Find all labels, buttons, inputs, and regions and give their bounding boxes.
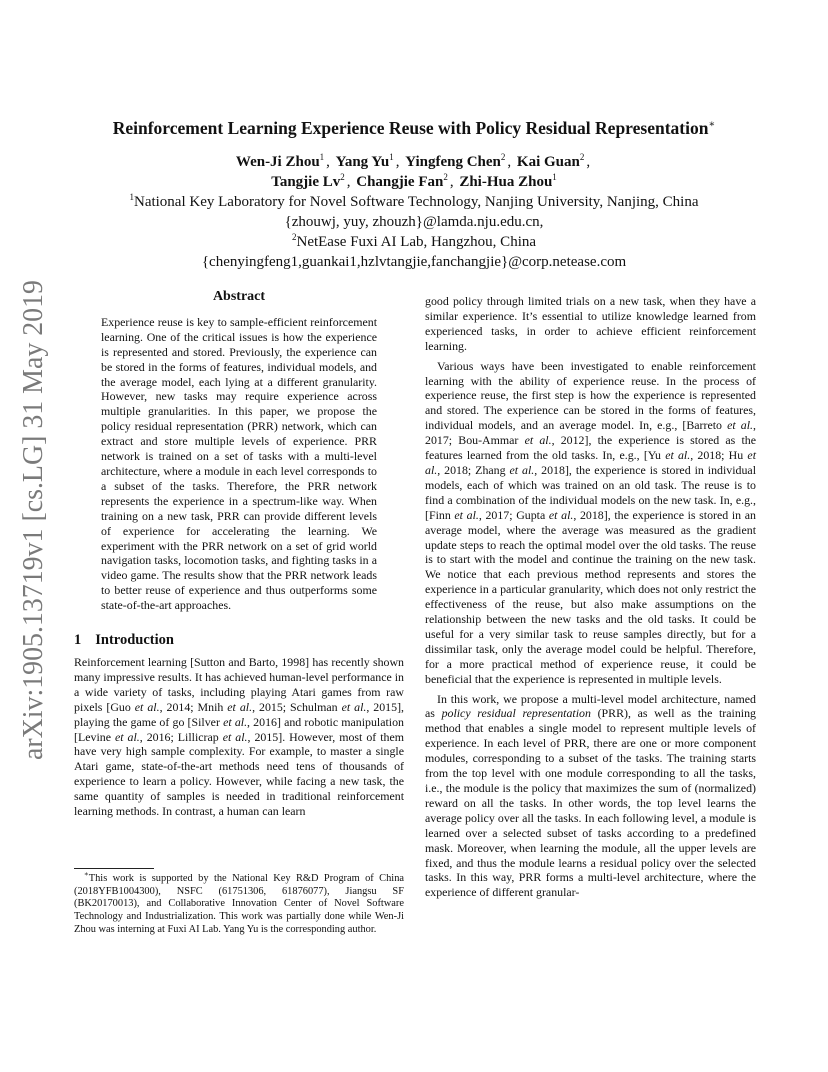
italic-text: et al. <box>227 699 253 714</box>
email-2: {chenyingfeng1,guankai1,hzlvtangjie,fanchangjie}@corp.netease.com <box>201 254 627 270</box>
right-column <box>425 294 756 900</box>
author-name: Zhi-Hua Zhou <box>459 174 553 190</box>
abstract-body <box>101 315 377 613</box>
author-affil-mark: 1 <box>319 152 325 162</box>
affil-mark: 2 <box>291 232 297 242</box>
italic-text: et al. <box>665 448 691 463</box>
italic-text: et al. <box>222 729 248 744</box>
left-column <box>74 290 404 819</box>
author-affil-mark: 2 <box>443 172 448 182</box>
italic-text: et al. <box>425 448 757 477</box>
author-name: Yang Yu <box>335 154 390 170</box>
footnote <box>74 868 404 937</box>
author-name: Tangjie Lv <box>271 174 341 190</box>
italic-text: et al. <box>524 433 552 448</box>
author-affil-mark: 2 <box>340 172 345 182</box>
body-paragraph: good policy through limited trials on a new task, when they have a similar experience. It’s essential to utilize knowledge learned from experienced tasks, in order to achieve efficient reinforcement learning. <box>425 294 756 353</box>
section-title: Introduction <box>95 632 174 649</box>
footnote-text <box>74 870 404 937</box>
author-list <box>60 152 768 192</box>
body-paragraph: In this work, we propose a multi-level model architecture, named as policy residual representation (PRR), as well as the training method that enables a single model to represent multiple levels of experience. In each level of PRR, there are one or more component modules, corresponding to a subset of the tasks. The training starts from the top level with one module corresponding to all the tasks, i.e., the module is the policy that maximizes the sum of (normalized) reward on all the tasks. In other words, the top level learns the average policy over all the tasks. In each following level, a module is learned over a selected subset of tasks according to a predefined mask. Moreover, when learning the module, all the upper levels are fixed, and thus the module learns a residual policy over the selected tasks. In this way, PRR forms a multi-level architecture, where the experience of different granular- <box>425 691 756 900</box>
footnote-body: This work is supported by the National Key R&D Program of China (2018YFB1004300), NSFC (61751306, 61876077), Jiangsu SF (BK20170013), and Collaborative Innovation Center of Novel Software Technology and Industrialization. This work was partially done while Wen-Ji Zhou was interning at Fuxi AI Lab. Yang Yu is the corresponding author. <box>74 873 404 935</box>
author-name: Kai Guan <box>516 154 580 170</box>
affiliation-text: NetEase Fuxi AI Lab, Hangzhou, China <box>296 234 537 250</box>
affiliation-text: National Key Laboratory for Novel Software Technology, Nanjing University, Nanjing, China <box>133 194 699 210</box>
body-paragraph: Various ways have been investigated to enable reinforcement learning with the ability of experience reuse. In the process of experience reuse, the first step is how the experience is represented and stored. The experience can be stored in the forms of features, individual models, and an average model. In, e.g., [Barreto et al., 2017; Bou-Ammar et al., 2012], the experience is stored as the features learned from the old tasks. In, e.g., [Yu et al., 2018; Hu et al., 2018; Zhang et al., 2018], the experience is stored in individual models, each of which was trained on an old task. The reuse is to find a combination of the individual models on the new task. In, e.g., [Finn et al., 2017; Gupta et al., 2018], the experience is stored in an average model, where the average was measured as the gradient update steps to reach the optimal model over the old tasks. The reuse is to start with the model and continue the training on the new task. We notice that each previous method represents and stores the experience in a particular granularity, which does not only restrict the effectiveness of the reuse, but also make assumptions on the relationship between the new tasks and the old tasks. It could be useful for a very similar task to reuse samples directly, but for a dissimilar task, only the average model could be helpful. Therefore, for a more practical method of experience reuse, it could be beneficial that the experience is represented in multiple levels. <box>425 358 757 686</box>
italic-text: et al. <box>727 418 754 433</box>
author-affil-mark: 2 <box>579 152 585 162</box>
author-name: Changjie Fan <box>356 174 444 190</box>
arxiv-stamp <box>8 240 54 800</box>
section-heading <box>74 631 404 649</box>
intro-paragraph: Reinforcement learning [Sutton and Barto, 1998] has recently shown many impressive results. It has achieved human-level performance in a wide variety of tasks, including playing Atari games from raw pixels [Guo et al., 2014; Mnih et al., 2015; Schulman et al., 2015], playing the game of go [Silver et al., 2016] and robotic manipulation [Levine et al., 2016; Lillicrap et al., 2015]. However, most of them have very high sample complexity. For example, to master a single Atari game, state-of-the-art methods need tens of thousands of experience to learn a policy. However, while facing a new task, the same quantity of samples is needed in traditional reinforcement learning methods. In contrast, a human can learn <box>74 655 405 819</box>
author-affil-mark: 1 <box>552 172 557 182</box>
italic-text: et al. <box>341 699 367 714</box>
italic-text: et al. <box>454 507 479 522</box>
author-affil-mark: 2 <box>500 152 506 162</box>
title-footnote-mark: ∗ <box>708 119 716 130</box>
author-line-1: Wen-Ji Zhou$^1$ , Yang Yu$^1$ , Yingfeng Chen$^2$ , Kai Guan$^2$ , <box>235 152 591 170</box>
italic-text: et al. <box>134 699 160 714</box>
arxiv-identifier: arXiv:1905.13719v1 [cs.LG] 31 May 2019 <box>18 277 49 760</box>
section-number: 1 <box>74 632 82 649</box>
paper-title-text: Reinforcement Learning Experience Reuse with Policy Residual Representation <box>112 118 709 138</box>
italic-text: et al. <box>548 507 574 522</box>
italic-text: et al. <box>509 462 535 477</box>
abstract-heading: Abstract <box>212 289 266 304</box>
author-name: Wen-Ji Zhou <box>235 154 320 170</box>
affil-mark: 1 <box>129 192 134 202</box>
author-affil-mark: 1 <box>389 152 394 162</box>
email-1: {zhouwj, yuy, zhouzh}@lamda.nju.edu.cn, <box>284 214 544 230</box>
affiliation-1 <box>60 192 768 212</box>
footnote-mark: ∗ <box>84 870 89 878</box>
footnote-rule <box>74 868 154 869</box>
abstract-text: Experience reuse is key to sample-efficient reinforcement learning. One of the critical issues is how the experience is represented and stored. Previously, the experience can be stored in the forms of features, individual models, and the average model, each lying at a different granularity. However, new tasks may require experience across multiple granularities. In this paper, we propose the policy residual representation (PRR) network, which can extract and store multiple levels of experience. PRR network is trained on a set of tasks with a multi-level architecture, where a module in each level corresponds to a subset of the tasks. Therefore, the PRR network represents the experience in a spectrum-like way. When training on a new task, PRR can provide different levels of experience for accelerating the learning. We experiment with the PRR network on a set of grid world navigation tasks, locomotion tasks, and fighting tasks in a video game. The results show that the PRR network leads to better reuse of experience and thus outperforms some state-of-the-art approaches. <box>101 314 377 613</box>
italic-text: et al. <box>114 729 140 744</box>
italic-text: policy residual representation <box>441 706 591 721</box>
author-line-2: Tangjie Lv$^2$ , Changjie Fan$^2$ , Zhi-Hua Zhou$^1$ <box>271 172 557 190</box>
author-name: Yingfeng Chen <box>405 154 501 170</box>
paper-title <box>60 117 768 139</box>
affiliation-2 <box>60 232 768 252</box>
italic-text: et al. <box>223 714 248 729</box>
affiliations <box>60 192 768 272</box>
